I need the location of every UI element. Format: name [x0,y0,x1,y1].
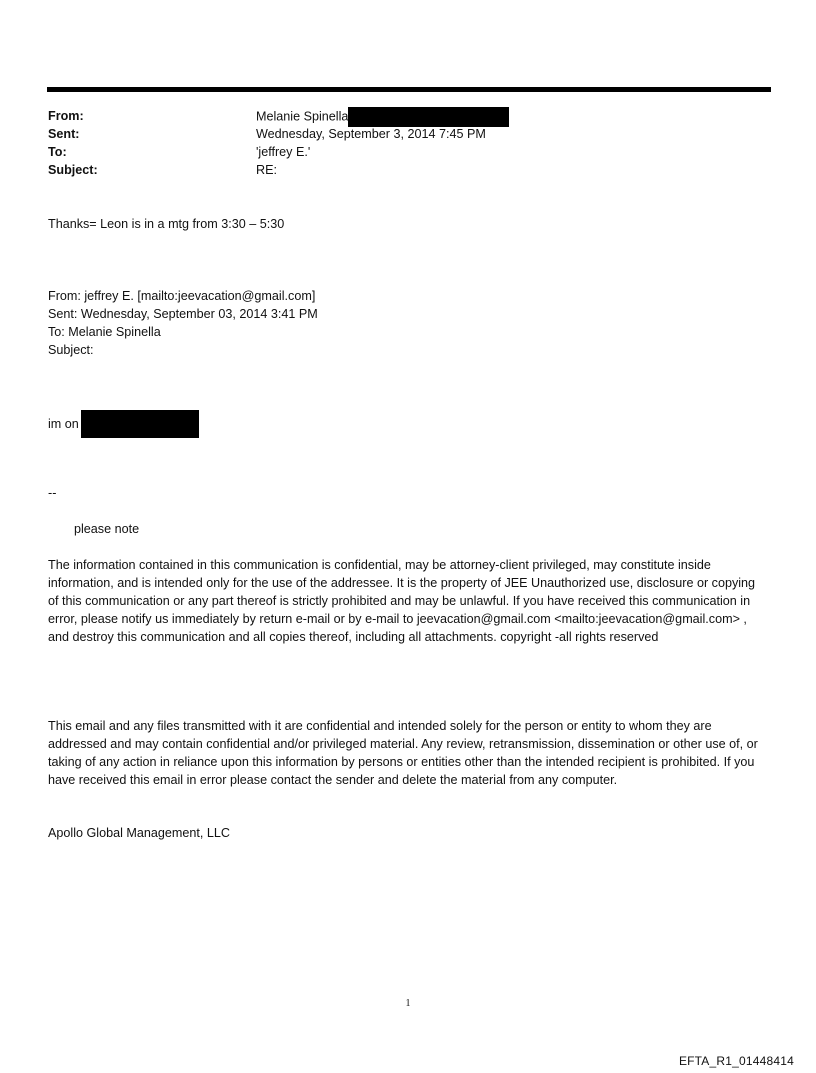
quoted-header [48,287,764,359]
quoted-from: From: jeffrey E. [mailto:jeevacation@gmail.com] [48,289,316,303]
signature-separator [48,484,764,502]
to-value: 'jeffrey E.' [256,145,311,159]
to-row [48,143,748,161]
redaction-box [81,410,199,438]
company-name: Apollo Global Management, LLC [48,826,231,840]
reply-body [48,215,764,233]
quoted-body [48,410,764,438]
quoted-to: To: Melanie Spinella [48,325,161,339]
apollo-disclaimer [48,717,764,789]
from-label: From: [48,109,84,123]
subject-label: Subject: [48,163,98,177]
from-row [48,107,748,125]
email-header [48,107,748,179]
bates-number: EFTA_R1_01448414 [678,1054,794,1068]
jee-disclaimer-text: The information contained in this communication is confidential, may be attorney-client privileged, may constitute inside information, and is intended only for the use of the addressee. It is the property of JEE Unauthorized use, disclosure or copying of this communication or any part thereof is strictly prohibited and may be unlawful. If you have received this communication in error, please notify us immediately by return e-mail or by e-mail to jeevacation@gmail.com <mailto:jeevacation@gmail.com> , and destroy this communication and all copies thereof, including all attachments. copyright -all rights reserved [48,558,756,644]
header-rule [47,87,771,92]
from-name: Melanie Spinella [256,109,349,124]
please-note-text: please note [74,522,140,536]
quoted-subject: Subject: [48,343,94,357]
sent-row [48,125,748,143]
jee-disclaimer [48,556,764,646]
sent-value: Wednesday, September 3, 2014 7:45 PM [256,127,486,141]
reply-text: Thanks= Leon is in a mtg from 3:30 – 5:30 [48,217,285,231]
please-note [74,520,790,538]
sent-label: Sent: [48,127,80,141]
subject-value: RE: [256,163,277,177]
page-number: 1 [405,998,411,1009]
to-label: To: [48,145,67,159]
quoted-sent: Sent: Wednesday, September 03, 2014 3:41 PM [48,307,318,321]
redaction-box [348,107,509,127]
apollo-disclaimer-text: This email and any files transmitted with it are confidential and intended solely for the person or entity to whom they are addressed and may contain confidential and/or privileged material. Any review, retransmission, dissemination or other use of, or taking of any action in reliance upon this information by persons or entities other than the intended recipient is prohibited. If you have received this email in error please contact the sender and delete the material from any computer. [48,719,758,787]
subject-row [48,161,748,179]
quoted-body-text: im on [48,417,79,431]
from-value [256,107,509,127]
signature-dashes: -- [48,486,57,500]
company-signature [48,824,764,842]
